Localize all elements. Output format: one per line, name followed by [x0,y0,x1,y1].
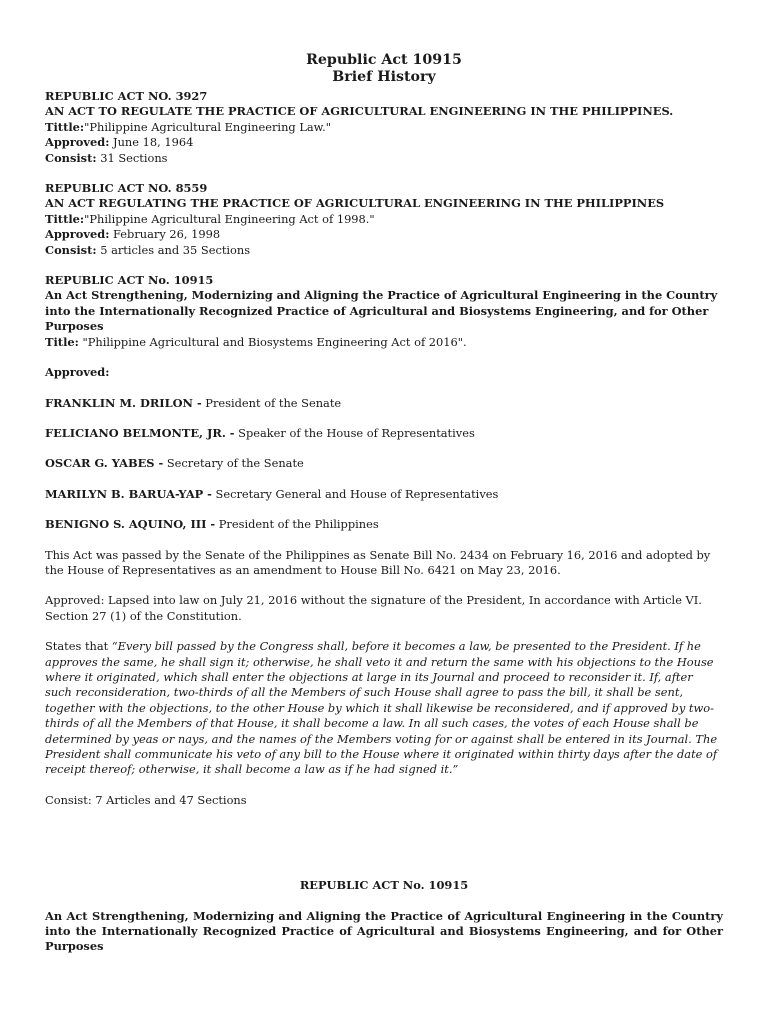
act-consist-line [45,243,723,258]
act-number: REPUBLIC ACT NO. 8559 [45,181,208,196]
approved-value: February 26, 1998 [109,227,221,242]
act-number: REPUBLIC ACT NO. 3927 [45,89,208,103]
title-label: Tittle: [45,211,85,226]
consist-label: Consist: [45,150,97,165]
approved-label: Approved: [45,135,110,150]
signer-name: MARILYN B. BARUA-YAP - [45,486,212,501]
approved-value: June 18, 1964 [109,135,194,150]
approved-label: Approved: [45,227,110,242]
act-entry-10915 [45,273,723,350]
document-subtitle: Brief History [332,69,436,85]
act-approved-line [45,135,723,150]
section-spacer [45,823,723,878]
lapsed-paragraph: Approved: Lapsed into law on July 21, 2016 without the signature of the President, In accordance with Article VI. Section 27 (1) of the Constitution. [45,593,702,623]
signer-role: Speaker of the House of Representatives [234,425,475,440]
act-entry-3927 [45,89,723,166]
act-approved-line [45,227,723,242]
signer-name: OSCAR G. YABES - [45,456,164,471]
act-name: AN ACT REGULATING THE PRACTICE OF AGRICULTURAL ENGINEERING IN THE PHILIPPINES [45,196,665,211]
signer-name: FRANKLIN M. DRILON - [45,395,202,410]
section-act-name: An Act Strengthening, Modernizing and Aligning the Practice of Agricultural Engineering in the Country into the Internationally Recognized Practice of Agricultural and Biosystems Engineering, and for Other Purposes [45,908,723,954]
signer-entry [45,517,723,532]
passed-paragraph: This Act was passed by the Senate of the Philippines as Senate Bill No. 2434 on February 16, 2016 and adopted by the House of Representatives as an amendment to House Bill No. 6421 on May 23, 2016. [45,547,711,577]
title-label: Tittle: [45,119,85,134]
consist-paragraph: Consist: 7 Articles and 47 Sections [45,792,247,807]
document-title: Republic Act 10915 [306,52,462,68]
title-value: "Philippine Agricultural Engineering Act of 1998." [84,211,375,226]
act-entry-8559 [45,181,723,258]
act-number: REPUBLIC ACT No. 10915 [45,273,214,288]
signer-role: President of the Senate [201,395,342,410]
constitution-quote-paragraph [45,639,723,778]
act-name: AN ACT TO REGULATE THE PRACTICE OF AGRICULTURAL ENGINEERING IN THE PHILIPPINES. [45,104,674,119]
title-value: "Philippine Agricultural and Biosystems Engineering Act of 2016". [78,334,467,349]
consist-value: 5 articles and 35 Sections [96,242,251,257]
section-heading: REPUBLIC ACT No. 10915 [299,878,469,893]
title-value: "Philippine Agricultural Engineering Law." [84,119,331,134]
act-title-line [45,335,723,350]
act-name: An Act Strengthening, Modernizing and Aligning the Practice of Agricultural Engineering in the Country into the Internationally Recognized Practice of Agricultural and Biosystems Engineering, and for Other Purposes [45,288,718,334]
approved-heading: Approved: [45,365,110,380]
quote-lead: States that [45,639,112,654]
signer-entry [45,396,723,411]
signer-entry [45,426,723,441]
signer-entry [45,456,723,471]
title-label: Title: [45,334,79,349]
act-title-line [45,212,723,227]
signer-role: Secretary General and House of Representatives [211,486,499,501]
signer-name: BENIGNO S. AQUINO, III - [45,517,216,532]
act-title-line [45,120,723,135]
signer-entry [45,487,723,502]
consist-value: 31 Sections [96,150,168,165]
constitution-quote: “Every bill passed by the Congress shall, before it becomes a law, be presented to the President. If he approves the same, he shall sign it; otherwise, he shall veto it and return the same with his objections to the House where it originated, which shall enter the objections at large in its Journal and proceed to reconsider it. If, after such reconsideration, two-thirds of all the Members of such House shall agree to pass the bill, it shall be sent, together with the objections, to the other House by which it shall likewise be reconsidered, and if approved by two-thirds of all the Members of that House, it shall become a law. In all such cases, the votes of each House shall be determined by yeas or nays, and the names of the Members voting for or against shall be entered in its Journal. The President shall communicate his veto of any bill to the House where it originated within thirty days after the date of receipt thereof; otherwise, it shall become a law as if he had signed it.” [45,639,718,777]
consist-label: Consist: [45,242,97,257]
signer-name: FELICIANO BELMONTE, JR. - [45,425,235,440]
act-consist-line [45,151,723,166]
signer-role: Secretary of the Senate [163,456,304,471]
signer-role: President of the Philippines [215,517,379,532]
